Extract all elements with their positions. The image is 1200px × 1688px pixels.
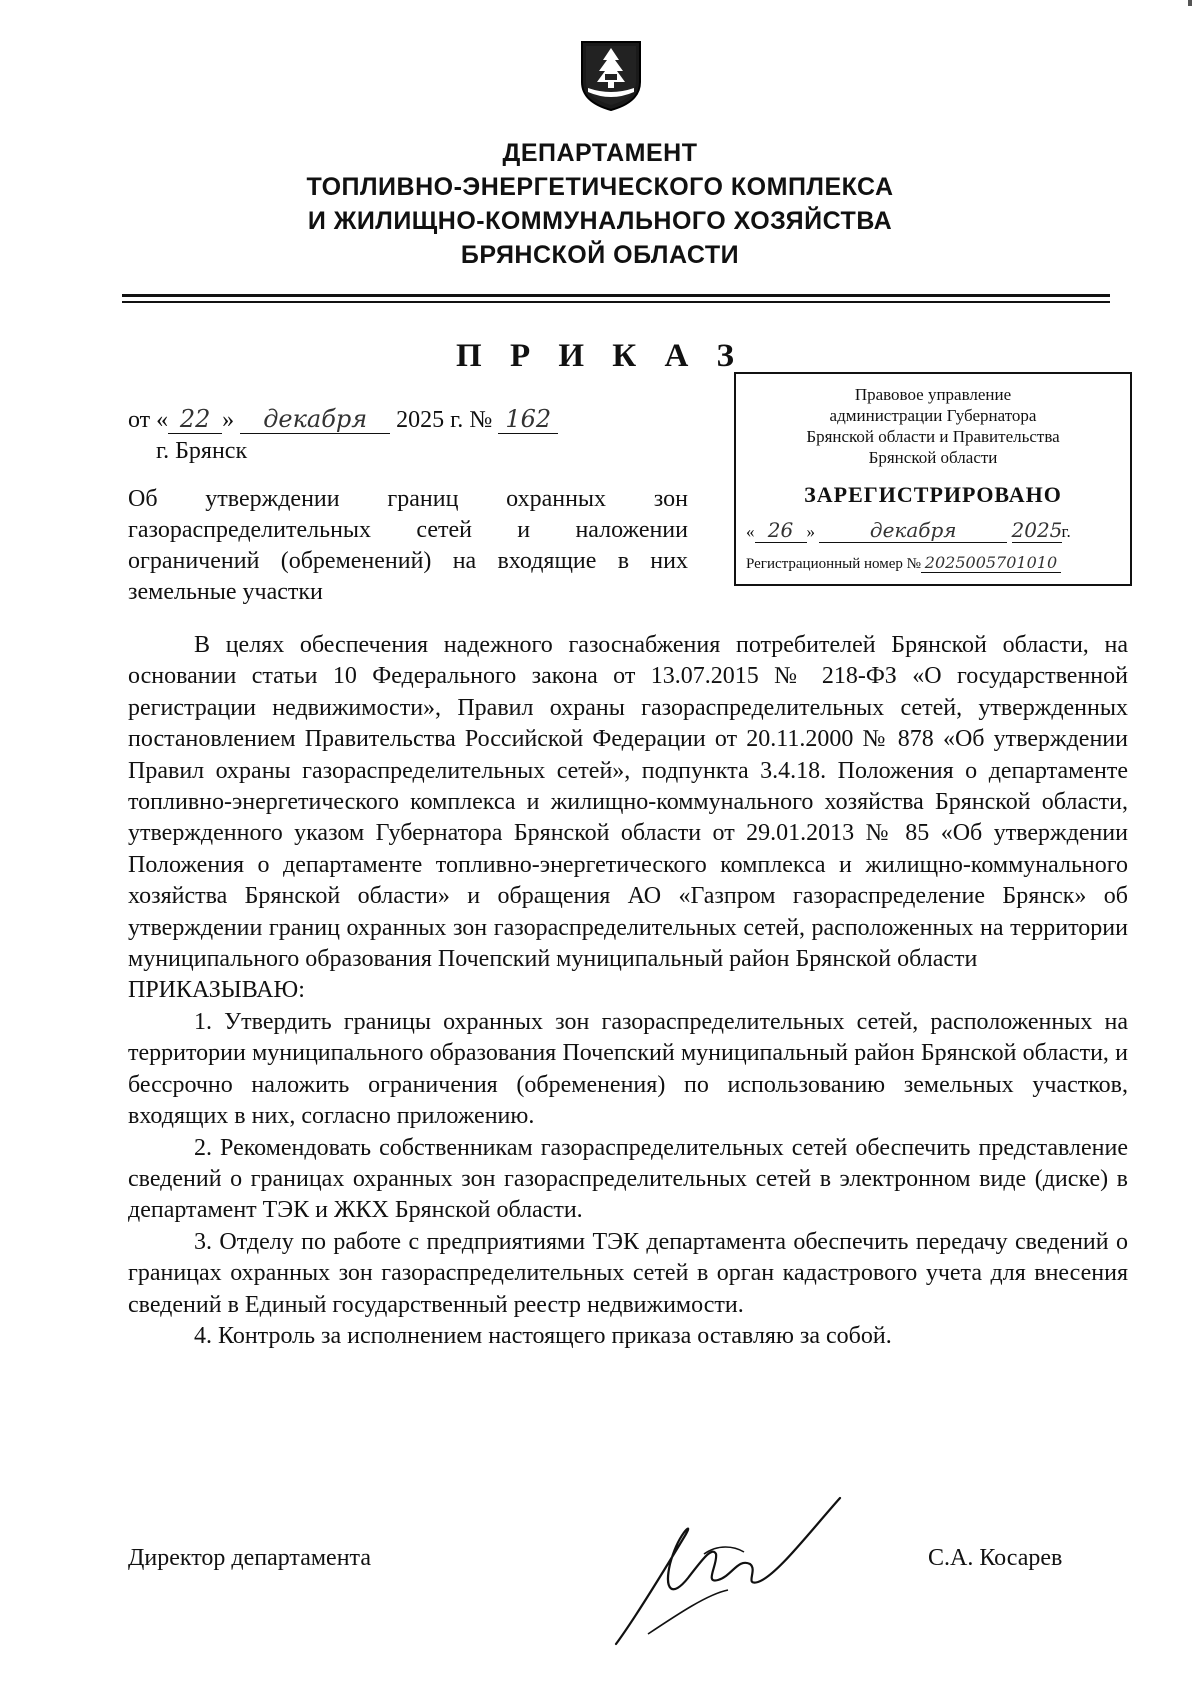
stamp-reg-row <box>736 553 1130 573</box>
header-rule-thin <box>122 301 1110 303</box>
stamp-day: 26 <box>755 518 807 543</box>
order-item: 4. Контроль за исполнением настоящего приказа оставляю за собой. <box>194 1322 892 1349</box>
stamp-line: Брянской области <box>868 448 998 467</box>
stamp-reg-number: 2025005701010 <box>921 553 1061 573</box>
scan-mark <box>1188 0 1192 6</box>
date-mid: » <box>222 407 235 433</box>
stamp-registered: ЗАРЕГИСТРИРОВАНО <box>804 482 1062 507</box>
stamp-line: Правовое управление <box>854 385 1012 404</box>
header-line: БРЯНСКОЙ ОБЛАСТИ <box>460 241 740 269</box>
header-line: ДЕПАРТАМЕНТ <box>502 139 698 167</box>
order-dateline <box>128 405 558 434</box>
document-title: П Р И К А З <box>456 338 744 374</box>
stamp-line: администрации Губернатора <box>829 406 1037 425</box>
order-day: 22 <box>168 405 222 434</box>
order-item: 2. Рекомендовать собственникам газораспределительных сетей обеспечить представление сведений о границах охранных зон газораспределительных сетей в электронном виде (диске) в департамент ТЭК и ЖКХ Брянской области. <box>128 1134 1128 1224</box>
stamp-month: декабря <box>819 518 1007 543</box>
stamp-close-quote: » <box>806 522 815 541</box>
order-number: 162 <box>498 405 558 434</box>
order-body <box>128 630 1128 1352</box>
department-header <box>0 136 1200 272</box>
preamble-paragraph: В целях обеспечения надежного газоснабжения потребителей Брянской области, на основании статьи 10 Федерального закона от 13.07.2015 № 218-ФЗ «О государственной регистрации недвижимости», Правил охраны газораспределительных сетей, утвержденных постановлением Правительства Российской Федерации от 20.11.2000 № 878 «Об утверждении Правил охраны газораспределительных сетей», подпункта 3.4.18. Положения о департаменте топливно-энергетического комплекса и жилищно-коммунального хозяйства Брянской области, утвержденного указом Губернатора Брянской области от 29.01.2013 № 85 «Об утверждении Положения о департаменте топливно-энергетического комплекса и жилищно-коммунального хозяйства Брянской области» и обращения АО «Газпром газораспределение Брянск» об утверждении границ охранных зон газораспределительных сетей, расположенных на территории муниципального образования Почепский муниципальный район Брянской области <box>128 632 1128 973</box>
stamp-reg-label: Регистрационный номер № <box>746 556 921 572</box>
handwritten-signature <box>608 1494 848 1654</box>
stamp-open-quote: « <box>746 522 755 541</box>
signer-name: С.А. Косарев <box>928 1545 1063 1571</box>
stamp-line: Брянской области и Правительства <box>806 427 1060 446</box>
number-label: № <box>469 407 493 433</box>
order-month: декабря <box>240 405 390 434</box>
stamp-year: 2025 <box>1011 518 1063 542</box>
coat-of-arms-icon <box>578 38 644 112</box>
order-item: 1. Утвердить границы охранных зон газораспределительных сетей, расположенных на территории муниципального образования Почепский муниципальный район Брянской области, и бессрочно наложить ограничения (обременения) по использованию земельных участков, входящих в них, согласно приложению. <box>128 1008 1128 1130</box>
stamp-date-row <box>736 518 1130 543</box>
order-word: ПРИКАЗЫВАЮ: <box>128 977 305 1004</box>
order-item: 3. Отделу по работе с предприятиями ТЭК департамента обеспечить передачу сведений о границах охранных зон газораспределительных сетей в орган кадастрового учета для внесения сведений в Единый государственный реестр недвижимости. <box>128 1228 1128 1318</box>
signer-position: Директор департамента <box>128 1545 371 1571</box>
header-rule-thick <box>122 294 1110 297</box>
stamp-year-suffix: г. <box>1061 522 1071 541</box>
date-prefix: от « <box>128 407 169 433</box>
order-city: г. Брянск <box>156 438 248 464</box>
order-subject: Об утверждении границ охранных зон газораспределительных сетей и наложении ограничений (обременений) на входящие в них земельные участки <box>128 486 688 605</box>
order-year: 2025 г. <box>396 407 464 433</box>
header-line: ТОПЛИВНО-ЭНЕРГЕТИЧЕСКОГО КОМПЛЕКСА <box>306 173 894 201</box>
registration-stamp <box>734 372 1132 586</box>
header-line: И ЖИЛИЩНО-КОММУНАЛЬНОГО ХОЗЯЙСТВА <box>307 207 893 235</box>
